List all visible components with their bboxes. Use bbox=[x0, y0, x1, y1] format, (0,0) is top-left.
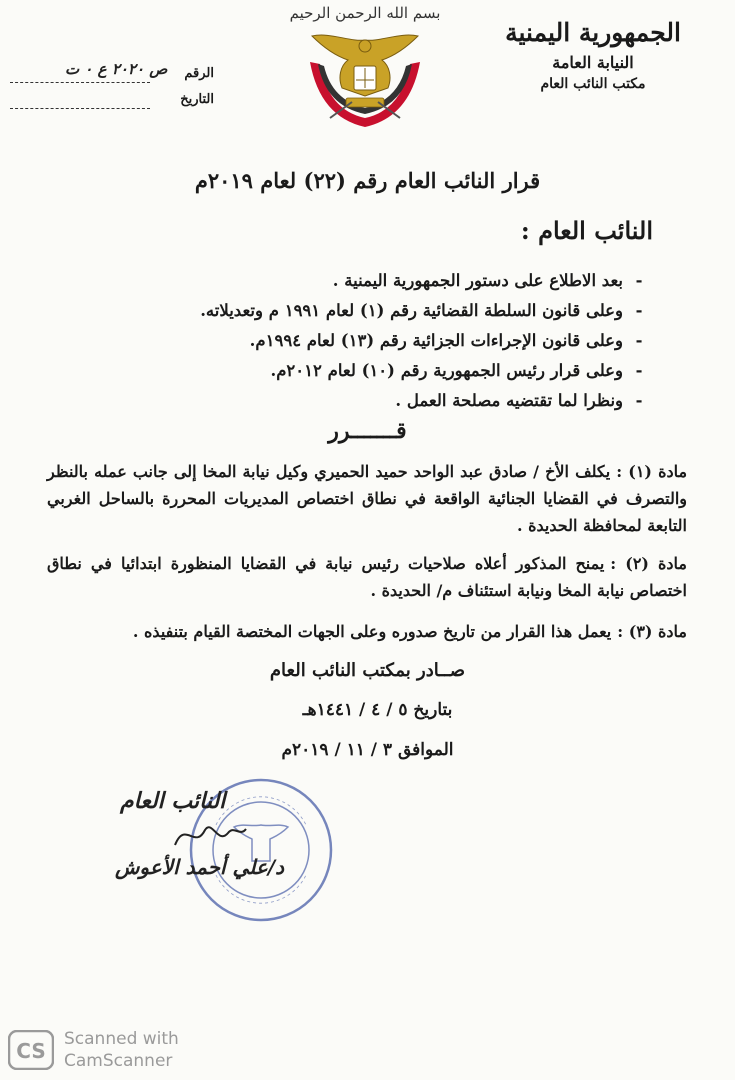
list-item: -بعد الاطلاع على دستور الجمهورية اليمنية . bbox=[332, 271, 643, 290]
article-3 bbox=[47, 618, 687, 645]
basmala: بسم الله الرحمن الرحيم bbox=[289, 4, 441, 22]
eagle-emblem-icon bbox=[290, 22, 440, 132]
article-label: مادة (٣) : bbox=[617, 622, 687, 641]
list-item: -وعلى قانون السلطة القضائية رقم (١) لعام ١٩٩١ م وتعديلاته. bbox=[200, 301, 643, 320]
issuing-organization bbox=[493, 14, 693, 94]
article-label: مادة (٢) : bbox=[610, 554, 687, 573]
issued-at: صــادر بمكتب النائب العام bbox=[269, 660, 466, 681]
reference-block bbox=[10, 62, 220, 114]
date-label: التاريخ bbox=[180, 92, 214, 107]
article-2 bbox=[47, 550, 687, 604]
preamble-list bbox=[95, 268, 655, 418]
reference-number-row bbox=[10, 62, 220, 88]
article-text: يمنح المذكور أعلاه صلاحيات رئيس نيابة في القضايا المنظورة ابتدائيا في نطاق اختصاص نيابة المخا ونيابة استئناف م/ الحديدة . bbox=[47, 554, 687, 600]
date-hijri: بتاريخ ٥ / ٤ / ١٤٤١هـ bbox=[302, 700, 453, 720]
scanner-watermark bbox=[64, 1028, 179, 1072]
date-row bbox=[10, 88, 220, 114]
reference-number-label: الرقم bbox=[184, 66, 214, 81]
org-office: مكتب النائب العام bbox=[540, 76, 646, 92]
list-item: -وعلى قانون الإجراءات الجزائية رقم (١٣) لعام ١٩٩٤م. bbox=[249, 331, 643, 350]
issuer-heading: النائب العام : bbox=[520, 216, 653, 245]
signatory-title: النائب العام bbox=[120, 788, 226, 814]
article-label: مادة (١) : bbox=[616, 462, 688, 481]
article-text: يعمل هذا القرار من تاريخ صدوره وعلى الجهات المختصة القيام بتنفيذه . bbox=[132, 622, 612, 641]
decision-title: قرار النائب العام رقم (٢٢) لعام ٢٠١٩م bbox=[194, 168, 541, 193]
list-item: -ونظرا لما تقتضيه مصلحة العمل . bbox=[395, 391, 643, 410]
decided-heading: قـــــــرر bbox=[328, 418, 407, 444]
camscanner-logo-icon bbox=[8, 1030, 54, 1070]
signatory-name: د/علي أحمد الأعوش bbox=[115, 855, 284, 879]
handwritten-signature-icon bbox=[170, 815, 250, 855]
article-text: يكلف الأخ / صادق عبد الواحد حميد الحميري وكيل نيابة المخا إلى جانب عمله بالنظر والتصرف في القضايا الجنائية الواقعة في نطاق اختصاص المديريات المحررة بالساحل الغربي التابعة لمحافظة الحديدة . bbox=[47, 462, 687, 535]
scanner-line1: Scanned with bbox=[64, 1029, 179, 1049]
org-country: الجمهورية اليمنية bbox=[505, 18, 681, 47]
reference-number-value: ص ٢٠٢٠ ع ٠ ت bbox=[65, 60, 168, 78]
scanner-line2: CamScanner bbox=[64, 1051, 173, 1071]
svg-text:CS: CS bbox=[16, 1039, 46, 1063]
list-item: -وعلى قرار رئيس الجمهورية رقم (١٠) لعام ٢٠١٢م. bbox=[270, 361, 643, 380]
date-gregorian: الموافق ٣ / ١١ / ٢٠١٩م bbox=[281, 740, 454, 760]
org-department: النيابة العامة bbox=[552, 53, 634, 72]
article-1 bbox=[47, 458, 687, 539]
